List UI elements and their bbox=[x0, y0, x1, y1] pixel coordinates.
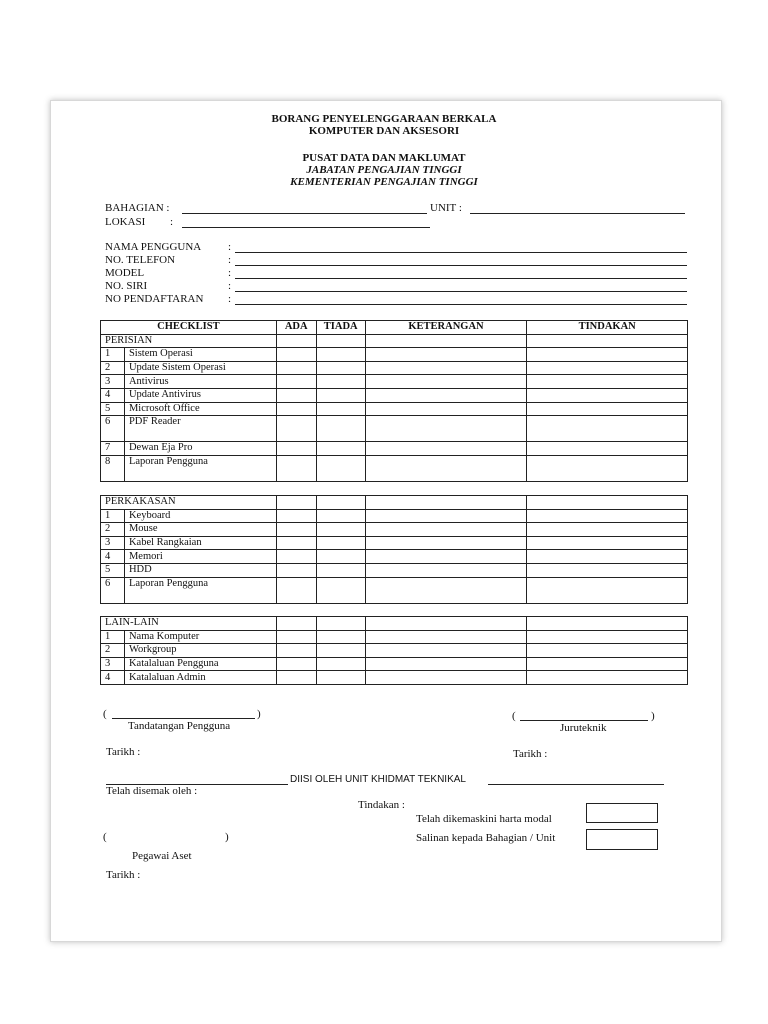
tiada-cell[interactable] bbox=[316, 644, 365, 658]
tiada-header: TIADA bbox=[316, 321, 365, 335]
colon: : bbox=[228, 280, 232, 292]
keterangan-cell[interactable] bbox=[365, 334, 527, 348]
table-row bbox=[101, 402, 688, 416]
row-number: 2 bbox=[101, 523, 125, 537]
ada-cell[interactable] bbox=[276, 455, 316, 481]
table-row bbox=[101, 563, 688, 577]
technician-signature-line[interactable] bbox=[520, 720, 648, 721]
keterangan-cell[interactable] bbox=[365, 348, 527, 362]
harta-modal-checkbox[interactable] bbox=[586, 803, 658, 823]
unit-field[interactable] bbox=[470, 213, 685, 214]
table-row bbox=[101, 455, 688, 481]
ada-cell[interactable] bbox=[276, 375, 316, 389]
tiada-cell[interactable] bbox=[316, 375, 365, 389]
row-number: 2 bbox=[101, 644, 125, 658]
nama-pengguna-field[interactable] bbox=[235, 252, 687, 253]
table-row bbox=[101, 536, 688, 550]
org-line-2: JABATAN PENGAJIAN TINGGI bbox=[306, 164, 462, 176]
checked-by-label: Telah disemak oleh : bbox=[106, 785, 198, 797]
telefon-field[interactable] bbox=[235, 265, 687, 266]
table-row bbox=[101, 630, 688, 644]
keterangan-cell[interactable] bbox=[365, 416, 527, 442]
table-row bbox=[101, 361, 688, 375]
row-number: 7 bbox=[101, 442, 125, 456]
row-label: HDD bbox=[124, 563, 276, 577]
tindakan-cell[interactable] bbox=[527, 630, 688, 644]
org-line-3: KEMENTERIAN PENGAJIAN TINGGI bbox=[290, 176, 478, 188]
keterangan-header: KETERANGAN bbox=[365, 321, 527, 335]
tiada-cell[interactable] bbox=[316, 361, 365, 375]
keterangan-cell[interactable] bbox=[365, 442, 527, 456]
row-label: Sistem Operasi bbox=[124, 348, 276, 362]
checklist-header: CHECKLIST bbox=[101, 321, 277, 335]
tiada-cell[interactable] bbox=[316, 550, 365, 564]
table-row bbox=[101, 644, 688, 658]
open-paren: ( bbox=[103, 708, 107, 720]
row-label: PDF Reader bbox=[124, 416, 276, 442]
tiada-cell[interactable] bbox=[316, 442, 365, 456]
keterangan-cell[interactable] bbox=[365, 563, 527, 577]
keterangan-cell[interactable] bbox=[365, 361, 527, 375]
ada-cell[interactable] bbox=[276, 361, 316, 375]
ada-cell[interactable] bbox=[276, 550, 316, 564]
tindakan-cell[interactable] bbox=[527, 402, 688, 416]
user-signature-label: Tandatangan Pengguna bbox=[128, 720, 231, 732]
tindakan-cell[interactable] bbox=[527, 536, 688, 550]
ada-cell[interactable] bbox=[276, 402, 316, 416]
tindakan-cell[interactable] bbox=[527, 334, 688, 348]
tiada-cell[interactable] bbox=[316, 402, 365, 416]
nama-pengguna-label: NAMA PENGGUNA bbox=[105, 241, 202, 253]
tiada-cell[interactable] bbox=[316, 671, 365, 685]
open-paren: ( bbox=[103, 831, 107, 843]
row-label: Katalaluan Admin bbox=[124, 671, 276, 685]
row-label: Update Antivirus bbox=[124, 388, 276, 402]
keterangan-cell[interactable] bbox=[365, 577, 527, 603]
row-number: 4 bbox=[101, 550, 125, 564]
perkakasan-table bbox=[100, 495, 688, 604]
tindakan-cell[interactable] bbox=[527, 361, 688, 375]
siri-field[interactable] bbox=[235, 291, 687, 292]
table-row bbox=[101, 550, 688, 564]
tiada-cell[interactable] bbox=[316, 630, 365, 644]
technician-date-label: Tarikh : bbox=[513, 748, 548, 760]
tindakan-cell[interactable] bbox=[527, 442, 688, 456]
tiada-cell[interactable] bbox=[316, 536, 365, 550]
row-number: 5 bbox=[101, 563, 125, 577]
row-number: 3 bbox=[101, 375, 125, 389]
keterangan-cell[interactable] bbox=[365, 509, 527, 523]
salinan-checkbox[interactable] bbox=[586, 829, 658, 850]
lokasi-colon: : bbox=[170, 216, 174, 228]
ada-cell[interactable] bbox=[276, 416, 316, 442]
bahagian-label: BAHAGIAN : bbox=[105, 202, 170, 214]
user-signature-line[interactable] bbox=[112, 718, 255, 719]
perisian-table bbox=[100, 320, 688, 482]
siri-label: NO. SIRI bbox=[105, 280, 148, 292]
row-number: 4 bbox=[101, 388, 125, 402]
tiada-cell[interactable] bbox=[316, 523, 365, 537]
ada-cell[interactable] bbox=[276, 348, 316, 362]
lokasi-field[interactable] bbox=[182, 227, 430, 228]
ada-cell[interactable] bbox=[276, 334, 316, 348]
keterangan-cell[interactable] bbox=[365, 496, 527, 510]
form-subtitle: KOMPUTER DAN AKSESORI bbox=[308, 125, 460, 137]
colon: : bbox=[228, 267, 232, 279]
row-label: Kabel Rangkaian bbox=[124, 536, 276, 550]
tiada-cell[interactable] bbox=[316, 496, 365, 510]
open-paren: ( bbox=[512, 710, 516, 722]
tindakan-cell[interactable] bbox=[527, 496, 688, 510]
ada-cell[interactable] bbox=[276, 536, 316, 550]
table-row bbox=[101, 509, 688, 523]
keterangan-cell[interactable] bbox=[365, 375, 527, 389]
row-label: Memori bbox=[124, 550, 276, 564]
row-number: 6 bbox=[101, 416, 125, 442]
keterangan-cell[interactable] bbox=[365, 402, 527, 416]
ada-cell[interactable] bbox=[276, 671, 316, 685]
table-row bbox=[101, 375, 688, 389]
keterangan-cell[interactable] bbox=[365, 671, 527, 685]
table-row bbox=[101, 523, 688, 537]
row-label: Nama Komputer bbox=[124, 630, 276, 644]
colon: : bbox=[228, 241, 232, 253]
row-label: Laporan Pengguna bbox=[124, 455, 276, 481]
row-label: Katalaluan Pengguna bbox=[124, 657, 276, 671]
ada-cell[interactable] bbox=[276, 630, 316, 644]
tindakan-cell[interactable] bbox=[527, 671, 688, 685]
tindakan-label: Tindakan : bbox=[358, 799, 405, 811]
harta-modal-label: Telah dikemaskini harta modal bbox=[416, 813, 552, 825]
table-row bbox=[101, 657, 688, 671]
unit-label: UNIT : bbox=[430, 202, 462, 214]
tindakan-cell[interactable] bbox=[527, 416, 688, 442]
model-field[interactable] bbox=[235, 278, 687, 279]
row-label: Keyboard bbox=[124, 509, 276, 523]
org-line-1: PUSAT DATA DAN MAKLUMAT bbox=[302, 152, 466, 164]
tindakan-cell[interactable] bbox=[527, 577, 688, 603]
tindakan-cell[interactable] bbox=[527, 509, 688, 523]
tiada-cell[interactable] bbox=[316, 509, 365, 523]
keterangan-cell[interactable] bbox=[365, 550, 527, 564]
user-date-label: Tarikh : bbox=[106, 746, 141, 758]
keterangan-cell[interactable] bbox=[365, 388, 527, 402]
ada-cell[interactable] bbox=[276, 657, 316, 671]
tiada-cell[interactable] bbox=[316, 416, 365, 442]
telefon-label: NO. TELEFON bbox=[105, 254, 176, 266]
keterangan-cell[interactable] bbox=[365, 657, 527, 671]
tindakan-header: TINDAKAN bbox=[527, 321, 688, 335]
ada-cell[interactable] bbox=[276, 523, 316, 537]
tindakan-cell[interactable] bbox=[527, 375, 688, 389]
close-paren: ) bbox=[225, 831, 229, 843]
row-label: Laporan Pengguna bbox=[124, 577, 276, 603]
technician-label: Juruteknik bbox=[560, 722, 607, 734]
ada-cell[interactable] bbox=[276, 509, 316, 523]
close-paren: ) bbox=[651, 710, 655, 722]
asset-officer-label: Pegawai Aset bbox=[132, 850, 192, 862]
tiada-cell[interactable] bbox=[316, 348, 365, 362]
tiada-cell[interactable] bbox=[316, 617, 365, 631]
keterangan-cell[interactable] bbox=[365, 617, 527, 631]
salinan-label: Salinan kepada Bahagian / Unit bbox=[416, 832, 556, 844]
keterangan-cell[interactable] bbox=[365, 455, 527, 481]
lainlain-section-title: LAIN-LAIN bbox=[101, 617, 277, 631]
tindakan-cell[interactable] bbox=[527, 388, 688, 402]
row-label: Update Sistem Operasi bbox=[124, 361, 276, 375]
close-paren: ) bbox=[257, 708, 261, 720]
row-number: 4 bbox=[101, 671, 125, 685]
bahagian-field[interactable] bbox=[182, 213, 427, 214]
keterangan-cell[interactable] bbox=[365, 536, 527, 550]
lokasi-label: LOKASI bbox=[105, 216, 146, 228]
tindakan-cell[interactable] bbox=[527, 523, 688, 537]
divider-right bbox=[488, 784, 664, 785]
row-number: 6 bbox=[101, 577, 125, 603]
keterangan-cell[interactable] bbox=[365, 644, 527, 658]
ada-cell[interactable] bbox=[276, 496, 316, 510]
row-label: Dewan Eja Pro bbox=[124, 442, 276, 456]
tiada-cell[interactable] bbox=[316, 657, 365, 671]
pendaftaran-field[interactable] bbox=[235, 304, 687, 305]
tindakan-cell[interactable] bbox=[527, 455, 688, 481]
tiada-cell[interactable] bbox=[316, 334, 365, 348]
ada-header: ADA bbox=[276, 321, 316, 335]
keterangan-cell[interactable] bbox=[365, 630, 527, 644]
tindakan-cell[interactable] bbox=[527, 617, 688, 631]
ada-cell[interactable] bbox=[276, 442, 316, 456]
row-label: Workgroup bbox=[124, 644, 276, 658]
row-label: Mouse bbox=[124, 523, 276, 537]
ada-cell[interactable] bbox=[276, 644, 316, 658]
row-number: 2 bbox=[101, 361, 125, 375]
row-number: 1 bbox=[101, 509, 125, 523]
tiada-cell[interactable] bbox=[316, 577, 365, 603]
ada-cell[interactable] bbox=[276, 563, 316, 577]
tiada-cell[interactable] bbox=[316, 563, 365, 577]
tiada-cell[interactable] bbox=[316, 455, 365, 481]
tindakan-cell[interactable] bbox=[527, 644, 688, 658]
row-label: Microsoft Office bbox=[124, 402, 276, 416]
perisian-section-title: PERISIAN bbox=[101, 334, 277, 348]
colon: : bbox=[228, 254, 232, 266]
form-title: BORANG PENYELENGGARAAN BERKALA bbox=[271, 113, 497, 125]
tindakan-cell[interactable] bbox=[527, 563, 688, 577]
tindakan-cell[interactable] bbox=[527, 657, 688, 671]
ada-cell[interactable] bbox=[276, 617, 316, 631]
row-number: 8 bbox=[101, 455, 125, 481]
table-row bbox=[101, 577, 688, 603]
tindakan-cell[interactable] bbox=[527, 348, 688, 362]
ada-cell[interactable] bbox=[276, 388, 316, 402]
perkakasan-section-title: PERKAKASAN bbox=[101, 496, 277, 510]
row-number: 1 bbox=[101, 630, 125, 644]
keterangan-cell[interactable] bbox=[365, 523, 527, 537]
pendaftaran-label: NO PENDAFTARAN bbox=[105, 293, 204, 305]
section-divider-label: DIISI OLEH UNIT KHIDMAT TEKNIKAL bbox=[290, 774, 466, 785]
table-row bbox=[101, 442, 688, 456]
table-row bbox=[101, 388, 688, 402]
tindakan-cell[interactable] bbox=[527, 550, 688, 564]
model-label: MODEL bbox=[105, 267, 145, 279]
row-number: 3 bbox=[101, 657, 125, 671]
ada-cell[interactable] bbox=[276, 577, 316, 603]
row-number: 1 bbox=[101, 348, 125, 362]
asset-date-label: Tarikh : bbox=[106, 869, 141, 881]
row-label: Antivirus bbox=[124, 375, 276, 389]
table-row bbox=[101, 416, 688, 442]
row-number: 5 bbox=[101, 402, 125, 416]
row-number: 3 bbox=[101, 536, 125, 550]
table-row bbox=[101, 671, 688, 685]
colon: : bbox=[228, 293, 232, 305]
lainlain-table bbox=[100, 616, 688, 685]
table-row bbox=[101, 348, 688, 362]
tiada-cell[interactable] bbox=[316, 388, 365, 402]
